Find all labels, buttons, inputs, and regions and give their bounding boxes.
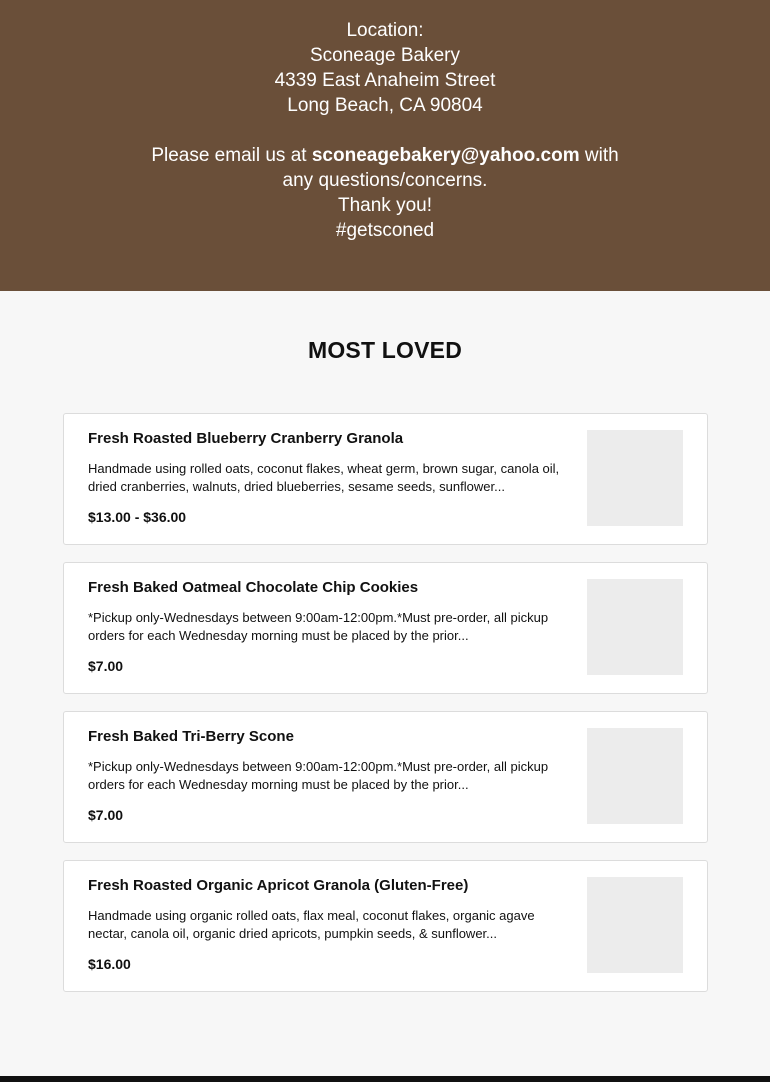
email-line: [150, 143, 620, 193]
product-description: *Pickup only-Wednesdays between 9:00am-12:00pm.*Must pre-order, all pickup orders for each Wednesday morning must be placed by the prior...: [88, 610, 549, 643]
product-name[interactable]: Fresh Baked Oatmeal Chocolate Chip Cookies: [88, 579, 419, 596]
thanks-text: Thank you!: [338, 195, 432, 216]
product-card[interactable]: [63, 711, 708, 843]
product-name[interactable]: Fresh Roasted Blueberry Cranberry Granola: [88, 430, 404, 447]
product-list: [63, 413, 708, 1009]
footer-divider: [0, 1076, 770, 1082]
email-suffix: with any questions/concerns.: [282, 145, 619, 191]
location-banner: [0, 0, 770, 291]
product-card[interactable]: [63, 860, 708, 992]
section-title: MOST LOVED: [307, 337, 463, 363]
product-price: $13.00 - $36.00: [88, 509, 187, 525]
product-description: Handmade using rolled oats, coconut flakes, wheat germ, brown sugar, canola oil, dried cranberries, walnuts, dried blueberries, sesame seeds, sunflower...: [88, 461, 560, 494]
product-price: $7.00: [88, 807, 124, 823]
product-price: $7.00: [88, 658, 124, 674]
email-prefix: Please email us at: [151, 145, 312, 166]
product-card[interactable]: [63, 562, 708, 694]
product-card[interactable]: [63, 413, 708, 545]
product-price: $16.00: [88, 956, 131, 972]
business-name: Sconeage Bakery: [310, 45, 460, 66]
street-address: 4339 East Anaheim Street: [274, 70, 496, 91]
product-description: Handmade using organic rolled oats, flax meal, coconut flakes, organic agave nectar, canola oil, organic dried apricots, pumpkin seeds, & sunflower...: [88, 908, 535, 941]
product-image[interactable]: [587, 430, 683, 526]
product-description: *Pickup only-Wednesdays between 9:00am-12:00pm.*Must pre-order, all pickup orders for each Wednesday morning must be placed by the prior...: [88, 759, 549, 792]
product-name[interactable]: Fresh Baked Tri-Berry Scone: [88, 728, 294, 745]
email-link[interactable]: sconeagebakery@yahoo.com: [311, 145, 580, 166]
banner-spacer: [0, 118, 770, 143]
product-name[interactable]: Fresh Roasted Organic Apricot Granola (Gluten-Free): [88, 877, 469, 894]
hashtag-text: #getsconed: [335, 220, 435, 241]
city-state-zip: Long Beach, CA 90804: [287, 95, 483, 116]
product-image[interactable]: [587, 877, 683, 973]
product-image[interactable]: [587, 579, 683, 675]
product-image[interactable]: [587, 728, 683, 824]
location-label: Location:: [346, 20, 424, 41]
